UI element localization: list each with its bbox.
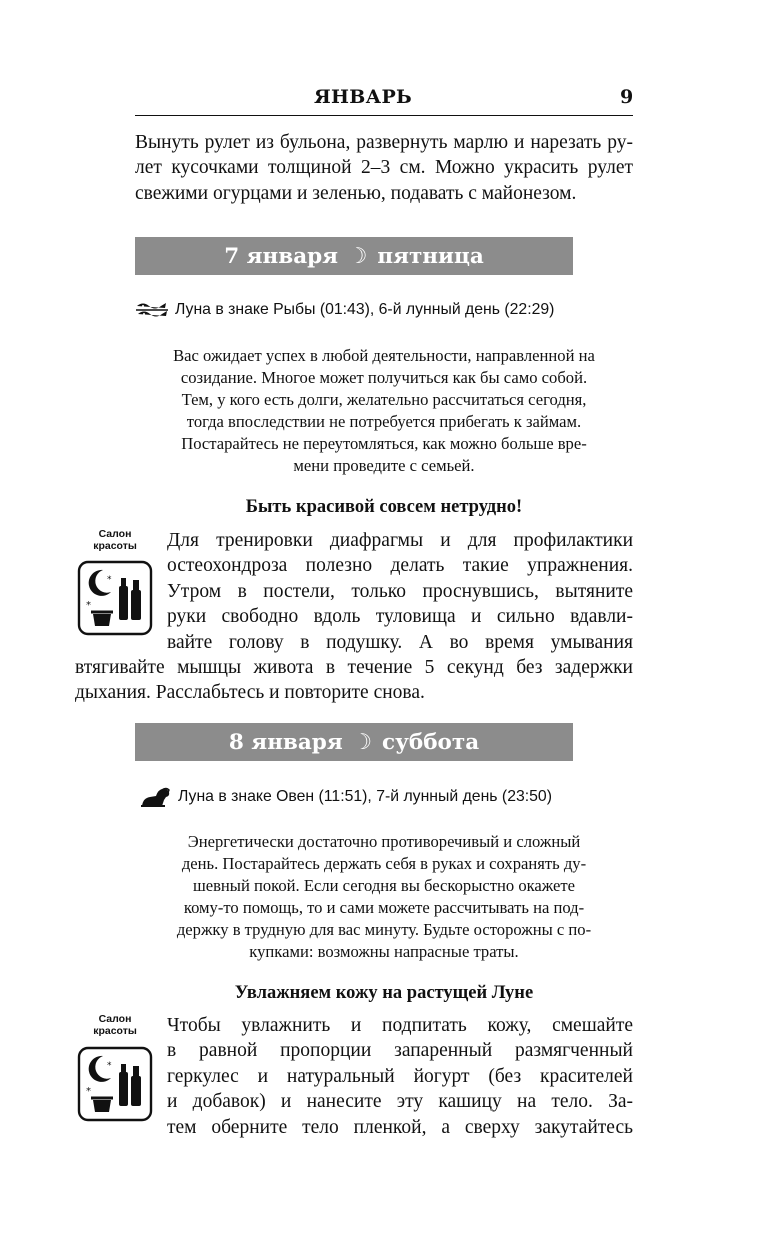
tip-line: в равной пропорции запаренный размягченный <box>167 1040 633 1062</box>
page-number: 9 <box>620 86 634 108</box>
tip-title: Увлажняем кожу на растущей Луне <box>234 983 534 1003</box>
forecast-line: Вас ожидает успех в любой деятельности, направленной на <box>173 346 595 365</box>
banner-weekday: пятница <box>377 243 484 269</box>
tip-line: Чтобы увлажнить и подпитать кожу, смешайте <box>167 1015 633 1036</box>
day-forecast <box>100 831 668 964</box>
moon-info-text: Луна в знаке Рыбы (01:43), 6-й лунный день (22:29) <box>175 301 555 318</box>
forecast-line: кому-то помощь, то и сами можете рассчитывать на под- <box>183 898 585 918</box>
tip-line: втягивайте мышцы живота в течение 5 секунд без задержки <box>75 657 633 679</box>
forecast-line: тогда впоследствии не потребуется прибегать к займам. <box>186 412 582 432</box>
forecast-line: купками: возможны напрасные траты. <box>249 942 519 962</box>
tip-line: остеохондроза полезно делать такие упражнения. <box>167 555 633 577</box>
tip-line: Для тренировки диафрагмы и для профилактики <box>167 530 633 551</box>
svg-text:*: * <box>107 575 112 585</box>
salon-label-line: Салон <box>98 528 132 540</box>
forecast-line: шевный покой. Если сегодня вы бескорыстно окажете <box>192 876 576 896</box>
forecast-line: Постарайтесь не переутомляться, как можно больше вре- <box>181 434 587 454</box>
intro-paragraph <box>135 130 633 206</box>
forecast-line: созидание. Многое может получиться как бы само собой. <box>180 368 588 388</box>
tip-line: руки свободно вдоль туловища и сильно вдавли- <box>167 606 633 628</box>
forecast-line: мени проведите с семьей. <box>293 456 475 476</box>
salon-label-line: красоты <box>93 1025 137 1037</box>
pisces-zodiac-icon <box>135 300 169 320</box>
day-forecast <box>100 345 668 478</box>
forecast-line: Тем, у кого есть долги, желательно рассчитаться сегодня, <box>181 390 587 410</box>
tip-line: и добавок) и нанесите эту кашицу на тело. За- <box>167 1091 633 1113</box>
moon-info-line <box>140 786 552 808</box>
aries-zodiac-icon <box>140 786 172 808</box>
svg-text:*: * <box>107 1061 112 1071</box>
banner-weekday: суббота <box>382 729 480 755</box>
tip-line: вайте голову в подушку. А во время умывания <box>167 631 633 653</box>
day-banner-jan-8 <box>135 723 573 761</box>
tip-text <box>75 528 633 706</box>
tip-line: дыхания. Расслабьтесь и повторите снова. <box>75 682 425 704</box>
day-banner-jan-7 <box>135 237 573 275</box>
banner-date: 7 января <box>224 243 339 269</box>
forecast-line: Энергетически достаточно противоречивый и сложный <box>187 832 581 851</box>
moon-info-line <box>135 300 554 320</box>
salon-label-line: Салон <box>98 1013 132 1025</box>
tip-text <box>75 1013 633 1140</box>
tip-line: геркулес и натуральный йогурт (без красителей <box>167 1065 633 1087</box>
salon-label-line: красоты <box>93 540 137 552</box>
tip-line: тем оберните тело пленкой, а сверху закутайтесь <box>167 1116 633 1138</box>
forecast-line: держку в трудную для вас минуту. Будьте осторожны с по- <box>176 920 592 940</box>
moon-phase-icon: ☽ <box>348 243 368 269</box>
running-header-title: ЯНВАРЬ <box>314 86 413 108</box>
header-rule <box>135 115 633 116</box>
text-line: Вынуть рулет из бульона, развернуть марлю и нарезать ру- <box>135 132 633 153</box>
banner-date: 8 января <box>228 729 343 755</box>
forecast-line: день. Постарайтесь держать себя в руках и сохранять ду- <box>181 854 587 874</box>
text-line: лет кусочками толщиной 2–3 см. Можно украсить рулет <box>135 157 633 179</box>
svg-text:*: * <box>86 1086 91 1097</box>
moon-info-text: Луна в знаке Овен (11:51), 7-й лунный день (23:50) <box>178 788 552 805</box>
text-line: свежими огурцами и зеленью, подавать с майонезом. <box>135 182 577 204</box>
svg-text:*: * <box>86 600 91 611</box>
tip-title: Быть красивой совсем нетрудно! <box>245 497 523 517</box>
moon-phase-icon: ☽ <box>352 729 372 755</box>
tip-line: Утром в постели, только проснувшись, вытяните <box>167 580 633 602</box>
